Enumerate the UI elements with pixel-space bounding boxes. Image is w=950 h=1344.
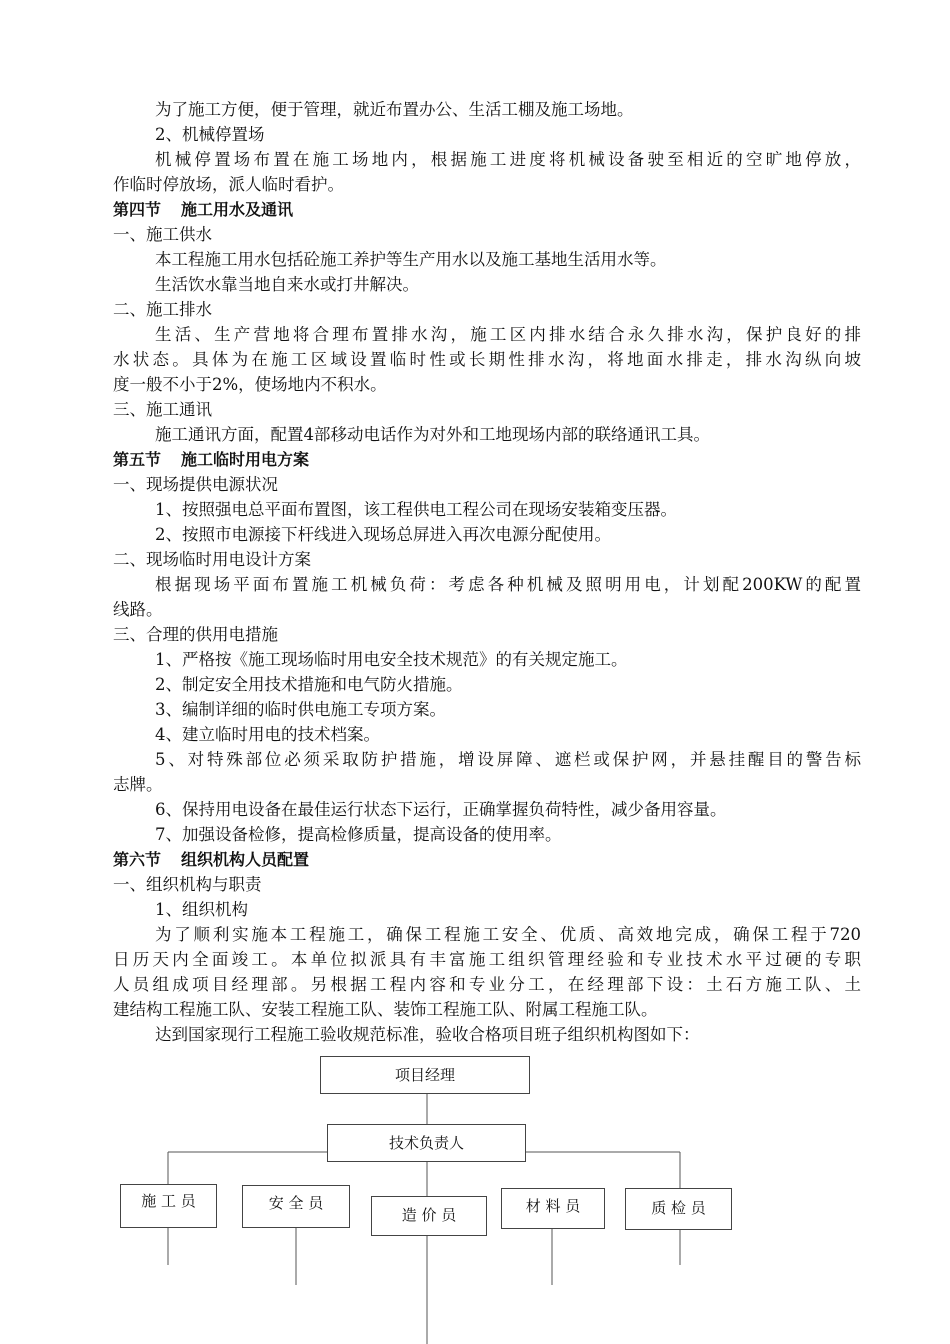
org-node-staff	[501, 1188, 605, 1229]
list-item: 1、严格按《施工现场临时用电安全技术规范》的有关规定施工。	[155, 650, 628, 669]
org-node-label: 质 检 员	[651, 1199, 706, 1217]
paragraph-line: 志牌。	[113, 775, 163, 794]
paragraph-line: 为了施工方便，便于管理，就近布置办公、生活工棚及施工场地。	[155, 100, 634, 119]
paragraph-line: 日历天内全面竣工。本单位拟派具有丰富施工组织管理经验和专业技术水平过硬的专职	[113, 950, 861, 969]
list-item: 1、按照强电总平面布置图，该工程供电工程公司在现场安装箱变压器。	[155, 500, 677, 519]
org-node-project-manager	[320, 1056, 530, 1094]
org-node-label: 材 料 员	[525, 1197, 581, 1215]
section-number: 第六节	[113, 850, 162, 869]
section-number: 第四节	[113, 200, 162, 219]
paragraph-line: 生活饮水靠当地自来水或打井解决。	[155, 275, 419, 294]
list-item: 5、对特殊部位必须采取防护措施，增设屏障、遮栏或保护网，并悬挂醒目的警告标	[155, 750, 861, 769]
list-item: 6、保持用电设备在最佳运行状态下运行，正确掌握负荷特性，减少备用容量。	[155, 800, 727, 819]
paragraph-line: 生活、生产营地将合理布置排水沟，施工区内排水结合永久排水沟，保护良好的排	[155, 325, 861, 344]
subsection-title: 2、机械停置场	[155, 125, 265, 144]
paragraph-line: 施工通讯方面，配置4部移动电话作为对外和工地现场内部的联络通讯工具。	[155, 425, 710, 444]
subsection-title: 一、施工供水	[113, 225, 212, 244]
paragraph-line: 根据现场平面布置施工机械负荷：考虑各种机械及照明用电，计划配200KW的配置	[155, 575, 861, 594]
org-node-label: 项目经理	[394, 1066, 455, 1084]
section-number: 第五节	[113, 450, 162, 469]
paragraph-line: 机械停置场布置在施工场地内，根据施工进度将机械设备驶至相近的空旷地停放，	[155, 150, 861, 169]
section-title: 组织机构人员配置	[181, 850, 310, 869]
paragraph-line: 人员组成项目经理部。另根据工程内容和专业分工，在经理部下设：土石方施工队、土	[113, 975, 861, 994]
paragraph-line: 水状态。具体为在施工区域设置临时性或长期性排水沟，将地面水排走，排水沟纵向坡	[113, 350, 861, 369]
paragraph-line: 达到国家现行工程施工验收规范标准，验收合格项目班子组织机构图如下：	[155, 1025, 700, 1044]
subsection-title: 三、施工通讯	[113, 400, 212, 419]
org-node-staff	[242, 1185, 350, 1228]
subsection-title: 一、组织机构与职责	[113, 875, 262, 894]
section-title: 施工临时用电方案	[181, 450, 310, 469]
org-node-staff	[371, 1196, 487, 1236]
subsection-title: 二、现场临时用电设计方案	[113, 550, 311, 569]
paragraph-line: 线路。	[113, 600, 163, 619]
subsection-title: 1、组织机构	[155, 900, 248, 919]
subsection-title: 一、现场提供电源状况	[113, 475, 278, 494]
org-node-label: 技术负责人	[388, 1134, 464, 1152]
org-node-technical-lead	[327, 1124, 526, 1162]
paragraph-line: 为了顺利实施本工程施工，确保工程施工安全、优质、高效地完成，确保工程于720	[155, 925, 861, 944]
list-item: 2、制定安全用技术措施和电气防火措施。	[155, 675, 463, 694]
org-node-label: 施 工 员	[141, 1192, 196, 1210]
org-node-staff	[120, 1184, 217, 1228]
org-node-label: 安 全 员	[268, 1194, 324, 1212]
list-item: 7、加强设备检修，提高检修质量，提高设备的使用率。	[155, 825, 562, 844]
paragraph-line: 度一般不小于2%，使场地内不积水。	[113, 375, 387, 394]
subsection-title: 二、施工排水	[113, 300, 212, 319]
list-item: 3、编制详细的临时供电施工专项方案。	[155, 700, 446, 719]
list-item: 4、建立临时用电的技术档案。	[155, 725, 380, 744]
list-item: 2、按照市电源接下杆线进入现场总屏进入再次电源分配使用。	[155, 525, 611, 544]
paragraph-line: 本工程施工用水包括砼施工养护等生产用水以及施工基地生活用水等。	[155, 250, 667, 269]
section-title: 施工用水及通讯	[181, 200, 294, 219]
subsection-title: 三、合理的供用电措施	[113, 625, 278, 644]
org-node-staff	[625, 1188, 732, 1230]
paragraph-line: 建结构工程施工队、安装工程施工队、装饰工程施工队、附属工程施工队。	[113, 1000, 658, 1019]
org-node-label: 造 价 员	[401, 1206, 457, 1224]
paragraph-line: 作临时停放场，派人临时看护。	[113, 175, 344, 194]
